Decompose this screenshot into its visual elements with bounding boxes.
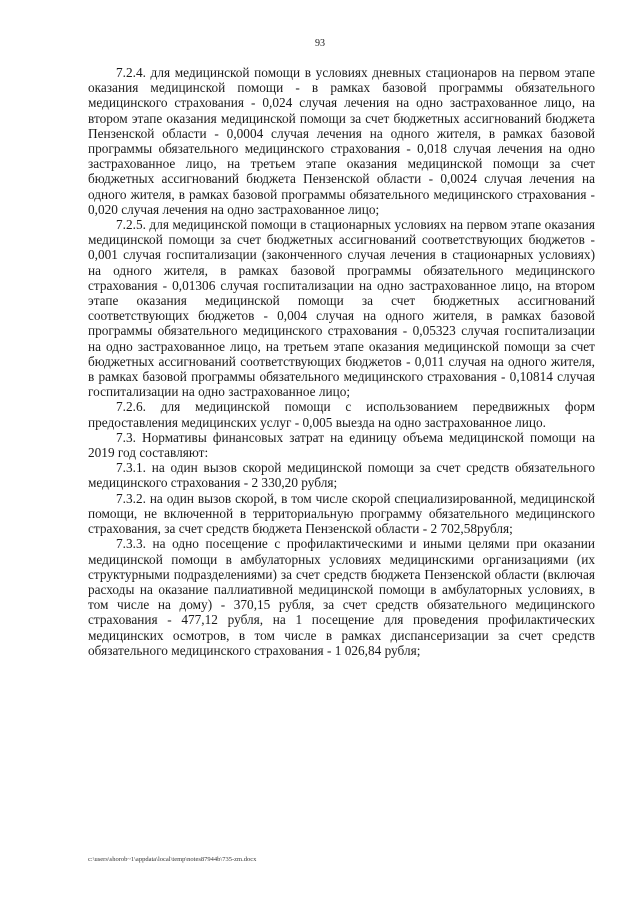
document-body: [88, 65, 595, 658]
paragraph-7-2-5: 7.2.5. для медицинской помощи в стационарных условиях на первом этапе оказания медицинской помощи за счет бюджетных ассигнований соответствующих бюджетов - 0,001 случая госпитализации (законченного случая лечения в стационарных условиях) на одного жителя, в рамках базовой программы обязательного медицинского страхования - 0,01306 случая госпитализации на одно застрахованное лицо, на втором этапе оказания медицинской помощи за счет бюджетных ассигнований соответствующих бюджетов - 0,004 случая на одного жителя, в рамках базовой программы обязательного медицинского страхования - 0,05323 случая госпитализации на одно застрахованное лицо, на третьем этапе оказания медицинской помощи за счет бюджетных ассигнований соответствующих бюджетов - 0,011 случая на одного жителя, в рамках базовой программы обязательного медицинского страхования - 0,10814 случая госпитализации на одно застрахованное лицо;: [88, 217, 595, 400]
paragraph-7-3: 7.3. Нормативы финансовых затрат на единицу объема медицинской помощи на 2019 год составляют:: [88, 429, 595, 461]
paragraph-7-2-4: 7.2.4. для медицинской помощи в условиях дневных стационаров на первом этапе оказания медицинской помощи - в рамках базовой программы обязательного медицинского страхования - 0,024 случая лечения на одно застрахованное лицо, на втором этапе оказания медицинской помощи за счет бюджетных ассигнований бюджета Пензенской области - 0,0004 случая лечения на одного жителя, в рамках базовой программы обязательного медицинского страхования - 0,018 случая лечения на одно застрахованное лицо, на третьем этапе оказания медицинской помощи за счет бюджетных ассигнований бюджета Пензенской области - 0,0024 случая лечения на одного жителя, в рамках базовой программы обязательного медицинского страхования - 0,020 случая лечения на одно застрахованное лицо;: [88, 65, 595, 217]
paragraph-7-3-3: 7.3.3. на одно посещение с профилактическими и иными целями при оказании медицинской помощи в амбулаторных условиях медицинскими организациями (их структурными подразделениями) за счет средств бюджета Пензенской области (включая расходы на оказание паллиативной медицинской помощи в амбулаторных условиях, в том числе на дому) - 370,15 рубля, за счет средств обязательного медицинского страхования - 477,12 рубля, на 1 посещение для проведения профилактических медицинских осмотров, в том числе в рамках диспансеризации за счет средств обязательного медицинского страхования - 1 026,84 рубля;: [88, 536, 595, 658]
paragraph-7-3-2: 7.3.2. на один вызов скорой, в том числе скорой специализированной, медицинской помощи, не включенной в территориальную программу обязательного медицинского страхования, за счет средств бюджета Пензенской области - 2 702,58рубля;: [88, 490, 595, 537]
page-number: 93: [315, 38, 325, 49]
footer-file-path: c:\users\shorob~1\appdata\local\temp\notes87944b\735-zm.docx: [88, 856, 257, 863]
paragraph-7-3-1: 7.3.1. на один вызов скорой медицинской помощи за счет средств обязательного медицинского страхования - 2 330,20 рубля;: [88, 460, 595, 491]
paragraph-7-2-6: 7.2.6. для медицинской помощи с использованием передвижных форм предоставления медицинских услуг - 0,005 выезда на одно застрахованное лицо.: [88, 399, 595, 430]
